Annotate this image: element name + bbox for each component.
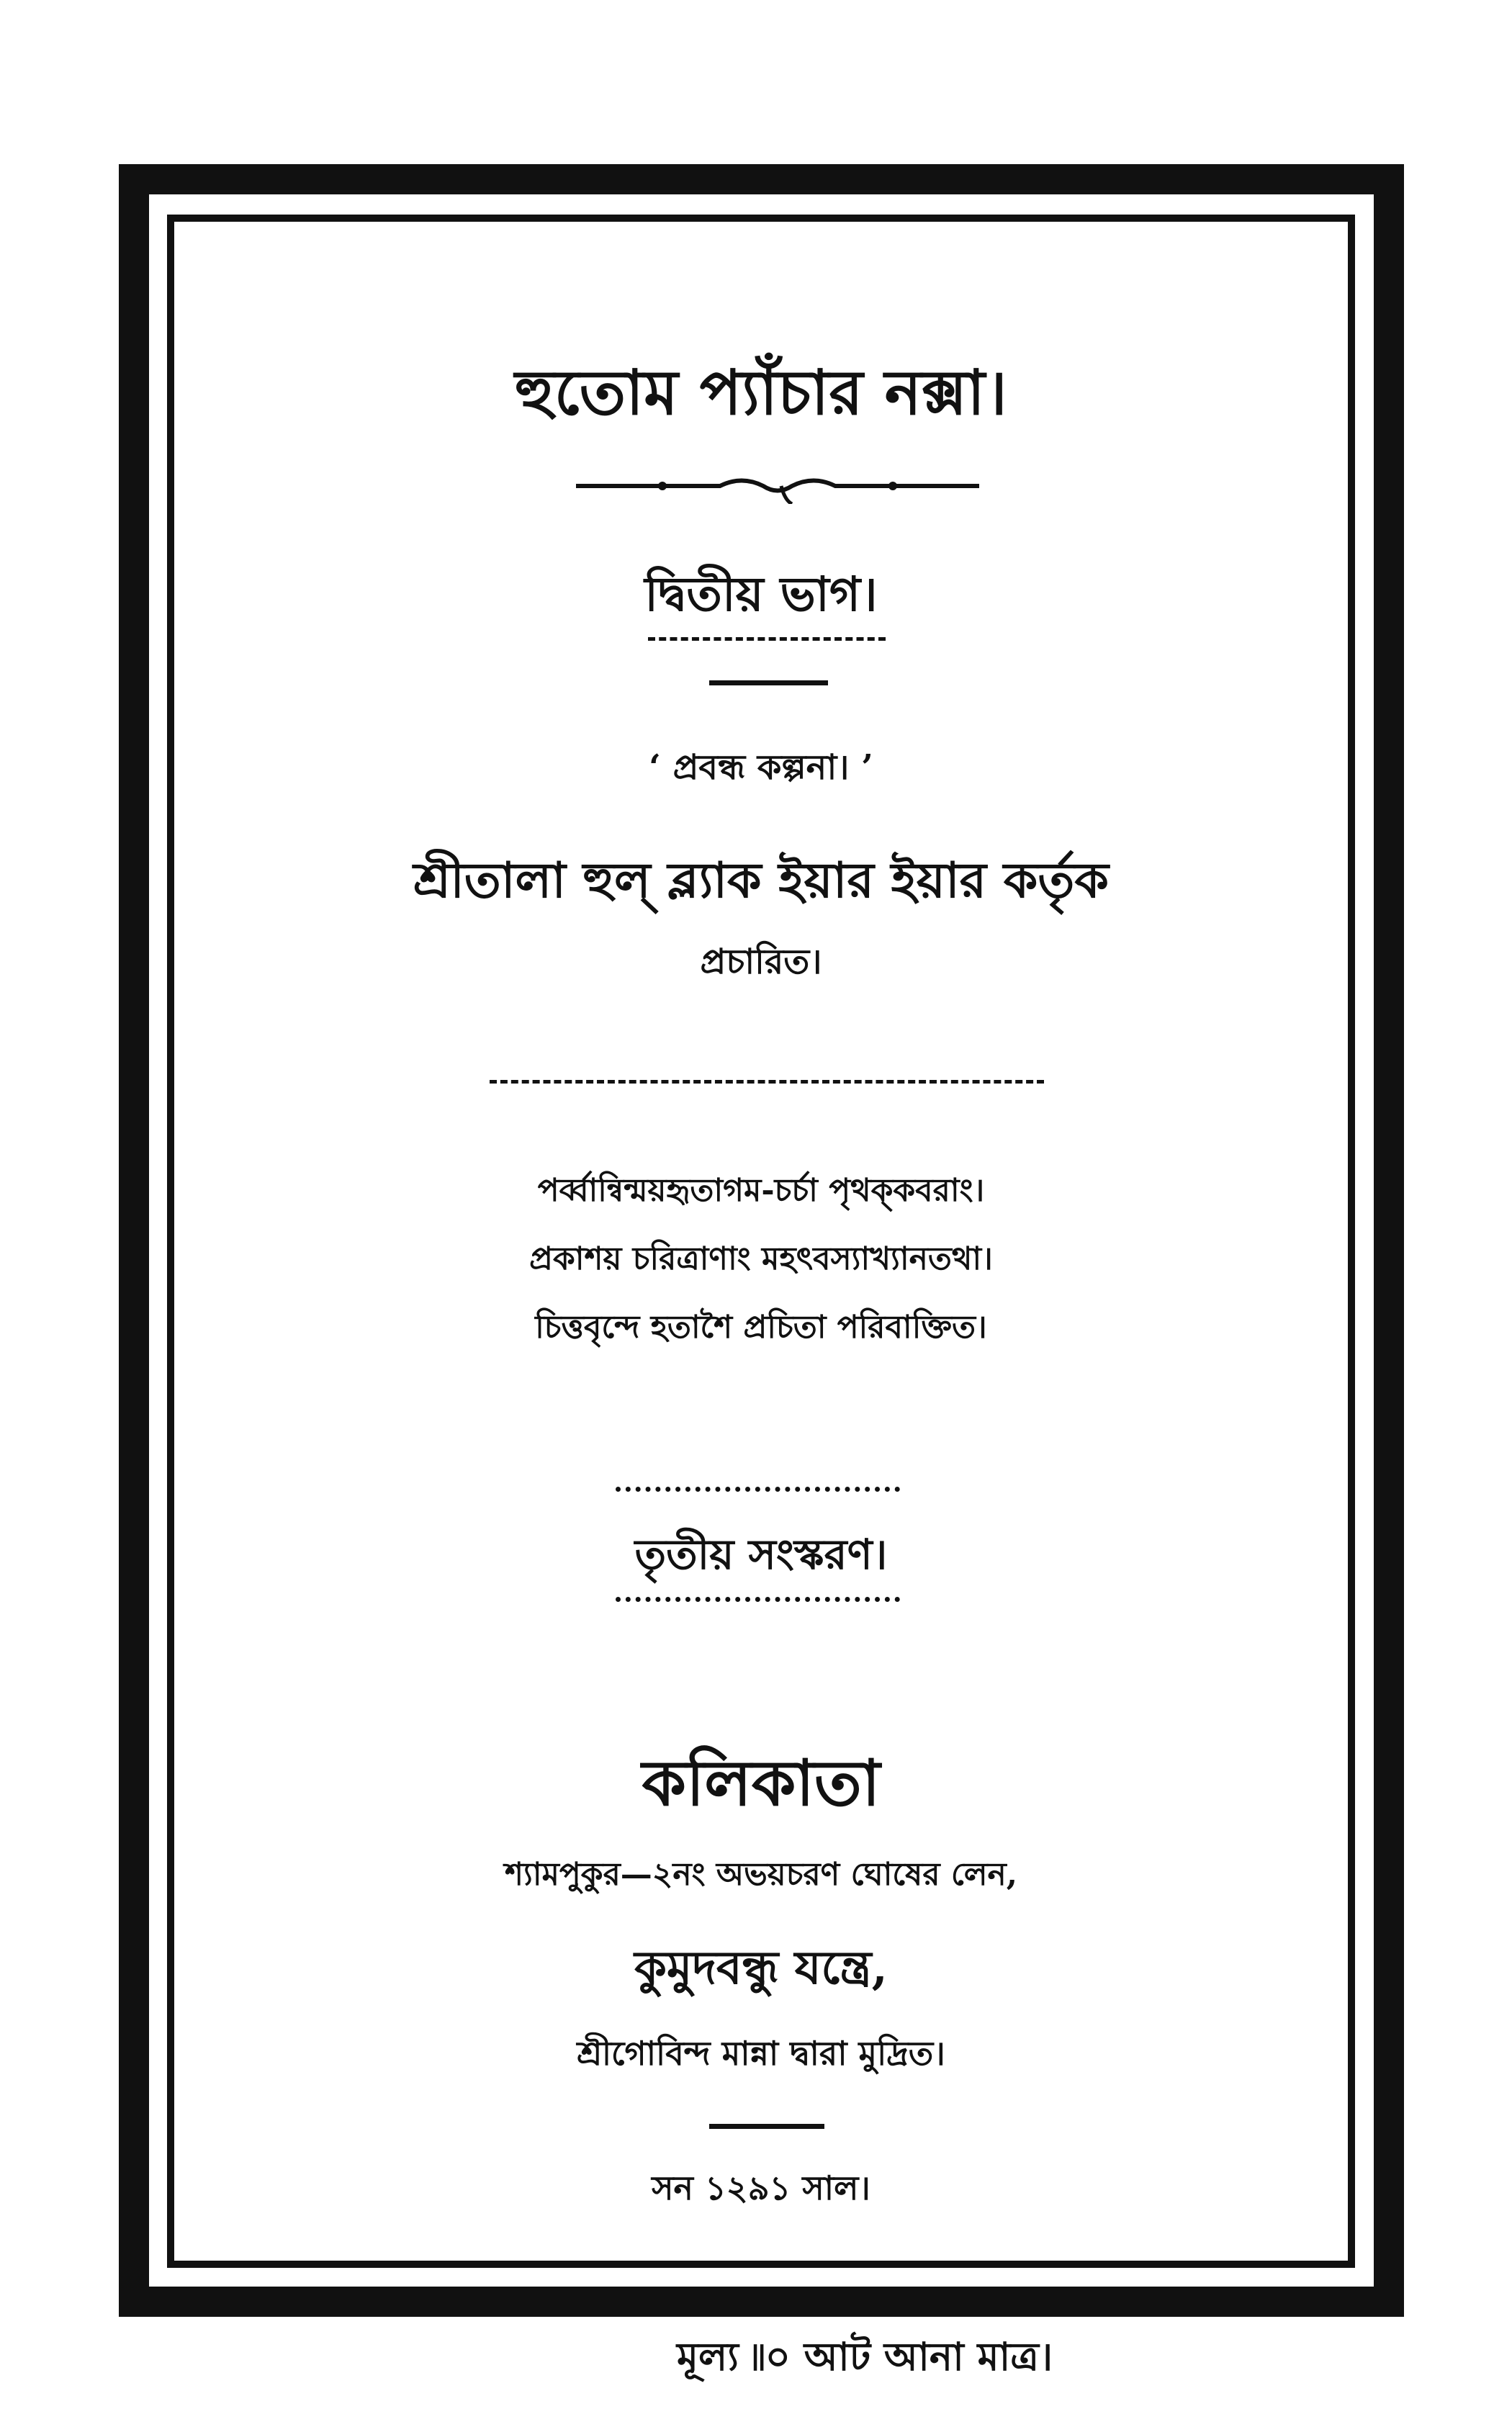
edition-label: তৃতীয় সংস্করণ। xyxy=(634,1530,888,1579)
city-name: কলিকাতা xyxy=(642,1745,881,1820)
press-address: শ্যামপুকুর—২নং অভয়চরণ ঘোষের লেন, xyxy=(504,1856,1018,1893)
divider-2 xyxy=(709,680,828,685)
author-line: শ্রীতালা হুল্ ব্ল্যাক ইয়ার ইয়ার কর্তৃক xyxy=(413,852,1109,909)
edition-bottom-rule xyxy=(616,1597,900,1602)
edition-top-rule xyxy=(616,1487,900,1492)
year-line: সন ১২৯১ সাল। xyxy=(652,2168,870,2207)
book-title: হুতোম প্যাঁচার নক্সা। xyxy=(515,356,1007,429)
divider-4 xyxy=(709,2124,824,2129)
title-flourish-ornament xyxy=(576,461,979,504)
verse-line-3: চিত্তবৃন্দে হতাশৈ প্রচিতা পরিবাক্তিত। xyxy=(535,1309,987,1346)
part-label: দ্বিতীয় ভাগ। xyxy=(644,566,878,622)
subtitle: ‘ প্রবন্ধ কল্পনা। ’ xyxy=(649,747,873,788)
press-name: কুমুদবন্ধু যন্ত্রে, xyxy=(634,1941,888,1995)
author-line-2: প্রচারিত। xyxy=(700,942,822,982)
verse-line-1: পর্ব্বান্বিন্ময়হৃতাগম-চর্চা পৃথক্‌কবরাং। xyxy=(537,1172,985,1209)
divider-1 xyxy=(648,637,886,641)
divider-3 xyxy=(490,1080,1044,1084)
verse-line-2: প্রকাশয় চরিত্রাণাং মহৎবস্যাখ্যানতথা। xyxy=(529,1240,993,1277)
printer-line: শ্রীগোবিন্দ মান্না দ্বারা মুদ্রিত। xyxy=(577,2034,945,2073)
price-line: মূল্য ৷৷০ আট আনা মাত্র। xyxy=(677,2333,1053,2379)
